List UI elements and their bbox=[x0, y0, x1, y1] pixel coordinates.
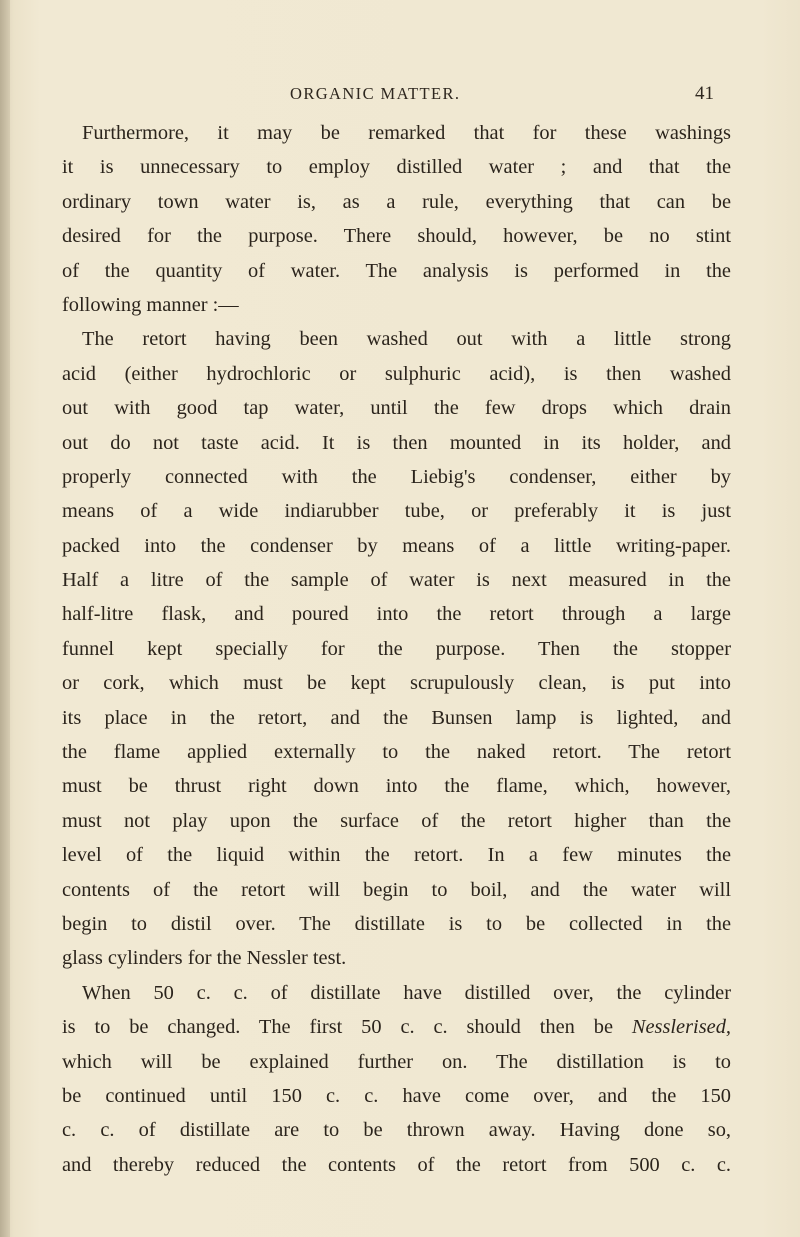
text-line: must not play upon the surface of the retort higher than the bbox=[62, 809, 731, 832]
text-line: out do not taste acid. It is then mounted in its holder, and bbox=[62, 431, 731, 454]
text-line: which will be explained further on. The distillation is to bbox=[62, 1050, 731, 1073]
text-line: and thereby reduced the contents of the retort from 500 c. c. bbox=[62, 1153, 731, 1176]
text-line: When 50 c. c. of distillate have distilled over, the cylinder bbox=[82, 981, 731, 1004]
text-line: begin to distil over. The distillate is to be collected in the bbox=[62, 912, 731, 935]
text-line: glass cylinders for the Nessler test. bbox=[62, 947, 347, 970]
text-line: The retort having been washed out with a little strong bbox=[82, 328, 731, 351]
text-line: properly connected with the Liebig's condenser, either by bbox=[62, 465, 731, 488]
text-line: half-litre flask, and poured into the retort through a large bbox=[62, 603, 731, 626]
text-line: must be thrust right down into the flame, which, however, bbox=[62, 775, 731, 798]
text-line: packed into the condenser by means of a little writing-paper. bbox=[62, 534, 731, 557]
body-text bbox=[62, 116, 731, 1182]
italic-term: Nesslerised, bbox=[631, 1016, 731, 1039]
running-head bbox=[0, 84, 800, 108]
text-line: means of a wide indiarubber tube, or preferably it is just bbox=[62, 500, 731, 523]
text-line: acid (either hydrochloric or sulphuric acid), is then washed bbox=[62, 362, 731, 385]
text-line: level of the liquid within the retort. In a few minutes the bbox=[62, 844, 731, 867]
text-line: out with good tap water, until the few drops which drain bbox=[62, 397, 731, 420]
text-line: of the quantity of water. The analysis is performed in the bbox=[62, 259, 731, 282]
text-line: Half a litre of the sample of water is next measured in the bbox=[62, 569, 731, 592]
text-line: is to be changed. The first 50 c. c. should then be Nesslerised, bbox=[62, 1016, 731, 1039]
text-line: Furthermore, it may be remarked that for these washings bbox=[82, 122, 731, 144]
page-spine-shadow bbox=[0, 0, 10, 1237]
text-line: funnel kept specially for the purpose. Then the stopper bbox=[62, 637, 731, 660]
text-line: it is unnecessary to employ distilled water ; and that the bbox=[62, 156, 731, 179]
running-head-title: ORGANIC MATTER. bbox=[290, 84, 461, 103]
text-line: following manner :— bbox=[62, 293, 239, 316]
text-line: the flame applied externally to the naked retort. The retort bbox=[62, 741, 731, 764]
text-line: its place in the retort, and the Bunsen lamp is lighted, and bbox=[62, 706, 731, 729]
text-line: c. c. of distillate are to be thrown away. Having done so, bbox=[62, 1119, 731, 1142]
text-line: be continued until 150 c. c. have come over, and the 150 bbox=[62, 1084, 731, 1107]
text-line: ordinary town water is, as a rule, everything that can be bbox=[62, 190, 731, 213]
page-number: 41 bbox=[695, 83, 714, 104]
text-line: or cork, which must be kept scrupulously clean, is put into bbox=[62, 672, 731, 695]
text-line: contents of the retort will begin to boil, and the water will bbox=[62, 878, 731, 901]
text-line: desired for the purpose. There should, however, be no stint bbox=[62, 225, 731, 248]
